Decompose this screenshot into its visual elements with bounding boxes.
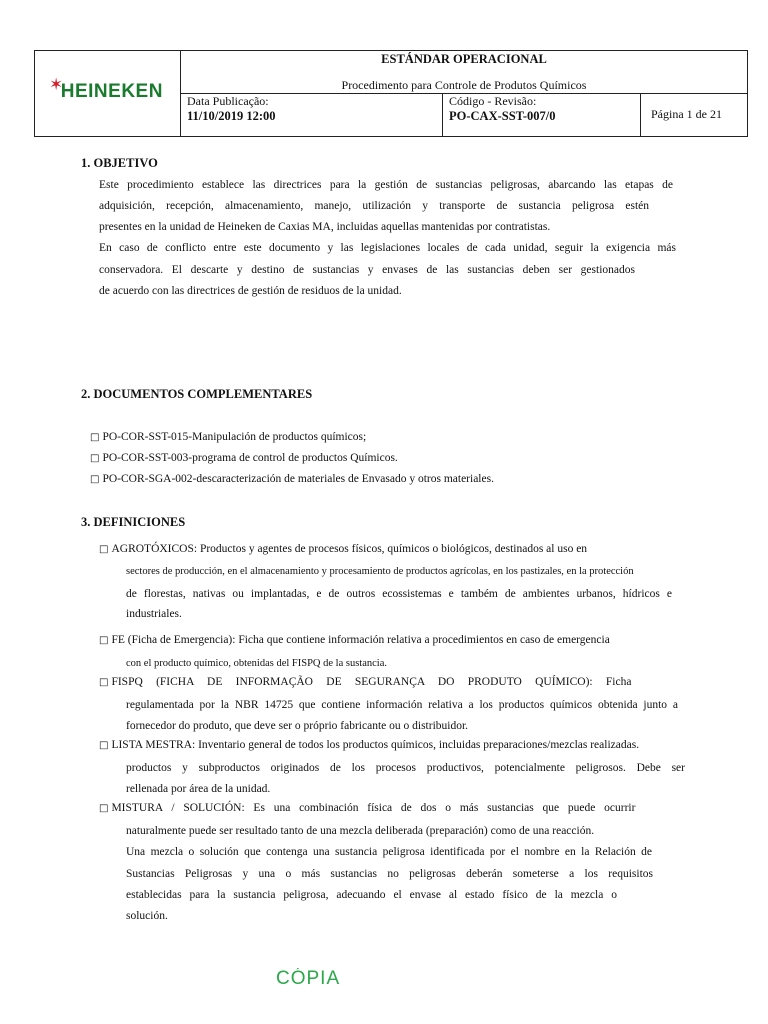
definition-line: establecidas para la sustancia peligrosa, adecuando el envase al estado físico de la mezcla o <box>126 889 617 901</box>
date-value: 11/10/2019 12:00 <box>187 109 276 123</box>
copia-watermark: CÓPIA <box>276 968 341 984</box>
definition-line: rellenada por área de la unidad. <box>126 783 271 795</box>
section-heading-objetivo: 1. OBJETIVO <box>81 156 158 170</box>
definition-fe: □ FE (Ficha de Emergencia): Ficha que contiene información relativa a procedimientos en caso de emergencia <box>99 634 610 646</box>
definition-line: con el producto químico, obtenidas del FISPQ de la sustancia. <box>126 658 387 669</box>
definition-line: industriales. <box>126 608 182 620</box>
page-number-cell <box>641 94 747 136</box>
code-revision-cell <box>443 94 641 136</box>
list-item: □ PO-COR-SST-015-Manipulación de productos químicos; <box>90 431 367 443</box>
definition-line: productos y subproductos originados de los procesos productivos, potencialmente peligrosos. Debe ser <box>126 762 685 774</box>
red-star-icon: ✶ <box>49 75 64 94</box>
definition-line: de florestas, nativas ou implantadas, e de outros ecossistemas e também de ambientes urbanos, hídricos e <box>126 588 672 600</box>
logo-text: HEINEKEN <box>60 81 163 102</box>
heineken-logo <box>49 75 163 103</box>
page-number: Página 1 de 21 <box>651 107 722 121</box>
document-title: ESTÁNDAR OPERACIONAL <box>381 52 547 66</box>
objetivo-line: de acuerdo con las directrices de gestión de residuos de la unidad. <box>99 285 402 297</box>
definition-fispq: □ FISPQ (FICHA DE INFORMAÇÃO DE SEGURANÇA DO PRODUTO QUÍMICO): Ficha <box>99 676 632 688</box>
document-header <box>34 50 748 137</box>
code-value: PO-CAX-SST-007/0 <box>449 109 556 123</box>
definition-line: regulamentada por la NBR 14725 que contiene información relativa a los productos químicos obtenida junto a <box>126 699 678 711</box>
bullet-box-icon: □ <box>90 474 100 485</box>
objetivo-line: presentes en la unidad de Heineken de Caxias MA, incluidas aquellas mantenidas por contratistas. <box>99 221 551 233</box>
section-heading-definiciones: 3. DEFINICIONES <box>81 515 186 529</box>
publication-date-cell <box>181 94 443 136</box>
list-item: □ PO-COR-SST-003-programa de control de productos Químicos. <box>90 452 398 464</box>
bullet-box-icon: □ <box>90 432 100 443</box>
definition-line: naturalmente puede ser resultado tanto de una mezcla deliberada (preparación) como de una reacción. <box>126 825 595 837</box>
objetivo-line: Este procedimiento establece las directrices para la gestión de sustancias peligrosas, abarcando las etapas de <box>99 179 673 191</box>
objetivo-line: En caso de conflicto entre este documento y las legislaciones locales de cada unidad, seguir la exigencia más <box>99 242 676 254</box>
bullet-box-icon: □ <box>99 803 109 814</box>
definition-line: solución. <box>126 910 168 922</box>
definition-mistura: □ MISTURA / SOLUCIÓN: Es una combinación física de dos o más sustancias que puede ocurrir <box>99 802 636 814</box>
definition-line: Una mezcla o solución que contenga una sustancia peligrosa identificada por el nombre en la Relación de <box>126 846 652 858</box>
objetivo-line: conservadora. El descarte y destino de sustancias y envases de las sustancias deben ser gestionados <box>99 264 635 276</box>
bullet-box-icon: □ <box>99 740 109 751</box>
list-item: □ PO-COR-SGA-002-descaracterización de materiales de Envasado y otros materiales. <box>90 473 494 485</box>
definition-line: fornecedor do produto, que deve ser o próprio fabricante ou o distribuidor. <box>126 720 469 732</box>
date-label: Data Publicação: <box>187 94 269 108</box>
definition-line: sectores de producción, en el almacenamiento y procesamiento de productos agrícolas, en los pastizales, en la protección <box>126 566 634 577</box>
title-cell <box>181 51 747 94</box>
bullet-box-icon: □ <box>90 453 100 464</box>
section-heading-documentos: 2. DOCUMENTOS COMPLEMENTARES <box>81 387 313 401</box>
definition-lista-mestra: □ LISTA MESTRA: Inventario general de todos los productos químicos, incluidas preparaciones/mezclas realizadas. <box>99 739 640 751</box>
logo-cell <box>35 51 181 136</box>
objetivo-line: adquisición, recepción, almacenamiento, manejo, utilización y transporte de sustancia peligrosa estén <box>99 200 649 212</box>
document-subtitle: Procedimento para Controle de Produtos Químicos <box>341 78 587 92</box>
bullet-box-icon: □ <box>99 677 109 688</box>
definition-line: Sustancias Peligrosas y una o más sustancias no peligrosas deberán someterse a los requisitos <box>126 868 653 880</box>
bullet-box-icon: □ <box>99 544 109 555</box>
bullet-box-icon: □ <box>99 635 109 646</box>
code-label: Código - Revisão: <box>449 94 537 108</box>
definition-agrotoxicos: □ AGROTÓXICOS: Productos y agentes de procesos físicos, químicos o biológicos, destinados al uso en <box>99 543 588 555</box>
